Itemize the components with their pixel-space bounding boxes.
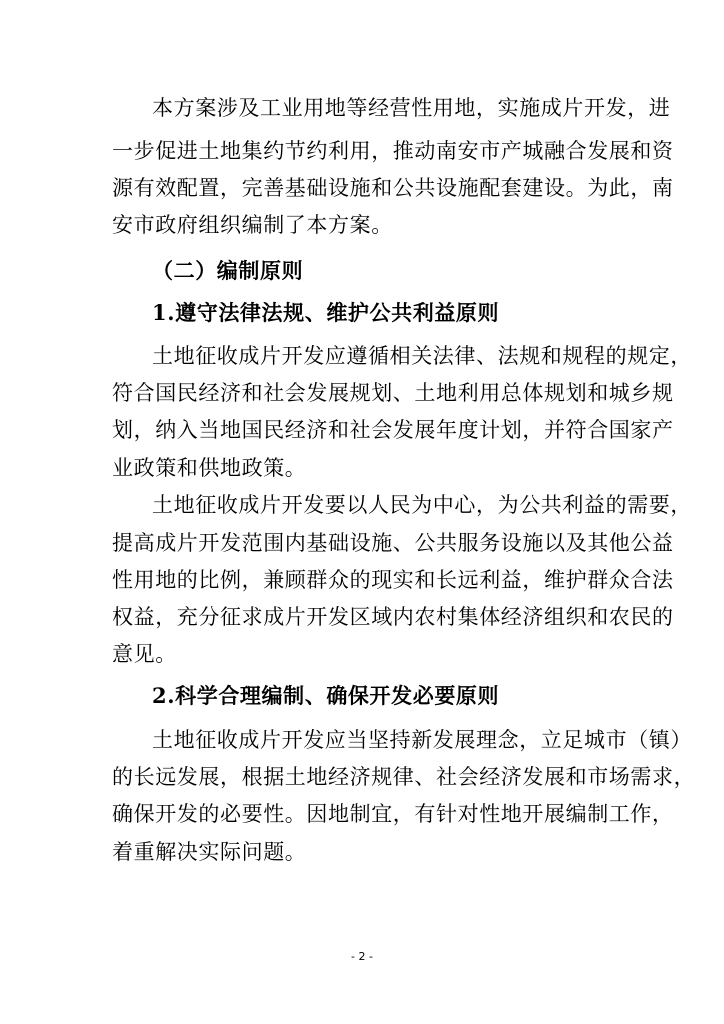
paragraph-4-line-4: 着重解决实际问题。 [112,840,307,864]
paragraph-3-line-2: 提高成片开发范围内基础设施、公共服务设施以及其他公益 [112,531,674,555]
paragraph-1-line-2: 一步促进土地集约节约利用，推动南安市产城融合发展和资 [112,139,674,163]
subheading-1: 1.遵守法律法规、维护公共利益原则 [152,300,500,325]
paragraph-3-line-3: 性用地的比例，兼顾群众的现实和长远利益，维护群众合法 [112,568,674,592]
section-heading-2: （二）编制原则 [152,258,304,283]
paragraph-4-line-2: 的长远发展，根据土地经济规律、社会经济发展和市场需求， [112,765,696,789]
paragraph-1-line-4: 安市政府组织编制了本方案。 [112,213,393,237]
paragraph-2-line-1: 土地征收成片开发应遵循相关法律、法规和规程的规定， [152,344,692,368]
page-number: - 2 - [351,950,373,963]
subheading-2: 2.科学合理编制、确保开发必要原则 [152,683,500,708]
paragraph-3-line-4: 权益，充分征求成片开发区域内农村集体经济组织和农民的 [112,605,674,629]
paragraph-4-line-3: 确保开发的必要性。因地制宜，有针对性地开展编制工作， [112,802,674,826]
paragraph-2-line-4: 业政策和供地政策。 [112,456,307,480]
paragraph-4-line-1: 土地征收成片开发应当坚持新发展理念，立足城市（镇） [152,728,692,752]
paragraph-2-line-3: 划，纳入当地国民经济和社会发展年度计划，并符合国家产 [112,418,674,442]
paragraph-2-line-2: 符合国民经济和社会发展规划、土地利用总体规划和城乡规 [112,381,674,405]
paragraph-3-line-5: 意见。 [112,642,177,666]
paragraph-1-line-1: 本方案涉及工业用地等经营性用地，实施成片开发，进 [152,96,671,120]
paragraph-1-line-3: 源有效配置，完善基础设施和公共设施配套建设。为此，南 [112,176,674,200]
paragraph-3-line-1: 土地征收成片开发要以人民为中心，为公共利益的需要， [152,493,692,517]
